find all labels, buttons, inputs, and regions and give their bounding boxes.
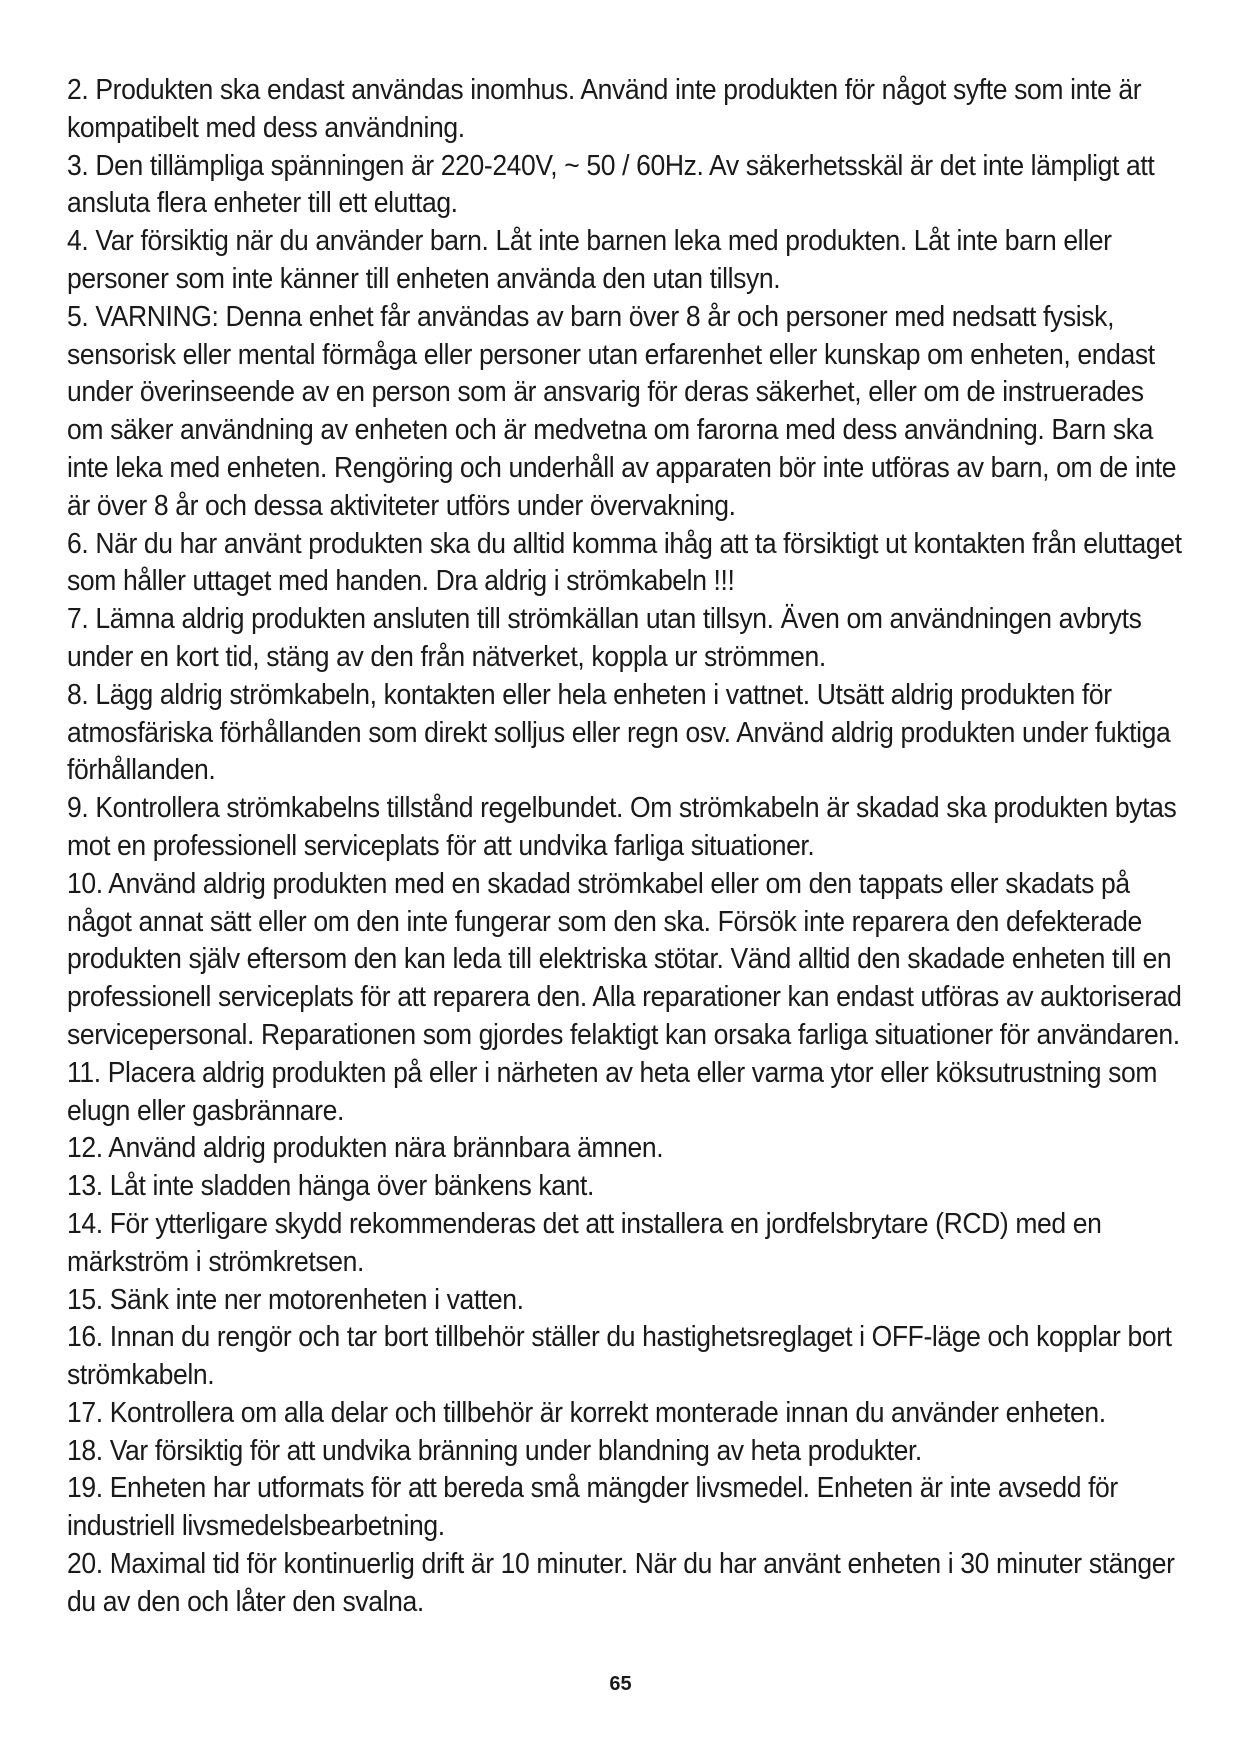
instruction-item-14: 14. För ytterligare skydd rekommenderas det att installera en jordfelsbrytare (RCD) med en märkström i strömkretsen.: [67, 1207, 1102, 1278]
instruction-item-19: 19. Enheten har utformats för att bereda små mängder livsmedel. Enheten är inte avsedd för industriell livsmedelsbearbetning.: [67, 1472, 1118, 1543]
instruction-item-3: 3. Den tillämpliga spänningen är 220-240V, ~ 50 / 60Hz. Av säkerhetsskäl är det inte lämpligt att ansluta flera enheter till ett eluttag.: [67, 149, 1155, 220]
instruction-item-16: 16. Innan du rengör och tar bort tillbehör ställer du hastighetsreglaget i OFF-läge och kopplar bort strömkabeln.: [67, 1321, 1172, 1392]
instruction-item-9: 9. Kontrollera strömkabelns tillstånd regelbundet. Om strömkabeln är skadad ska produkten bytas mot en professionell serviceplats för att undvika farliga situationer.: [67, 792, 1177, 862]
instruction-item-17: 17. Kontrollera om alla delar och tillbehör är korrekt monterade innan du använder enheten.: [67, 1396, 1106, 1429]
instruction-item-4: 4. Var försiktig när du använder barn. Låt inte barnen leka med produkten. Låt inte barn eller personer som inte känner till enheten använda den utan tillsyn.: [67, 225, 1112, 295]
instruction-item-8: 8. Lägg aldrig strömkabeln, kontakten eller hela enheten i vattnet. Utsätt aldrig produkten för atmosfäriska förhållanden som direkt solljus eller regn osv. Använd aldrig produkten under fuktiga förhållanden.: [67, 678, 1171, 787]
instruction-item-15: 15. Sänk inte ner motorenheten i vatten.: [67, 1283, 524, 1316]
instruction-list: [67, 72, 1182, 1622]
page-number: 65: [609, 1673, 632, 1695]
instruction-item-6: 6. När du har använt produkten ska du alltid komma ihåg att ta försiktigt ut kontakten från eluttaget som håller uttaget med handen. Dra aldrig i strömkabeln !!!: [67, 527, 1182, 598]
instruction-item-18: 18. Var försiktig för att undvika bränning under blandning av heta produkter.: [67, 1434, 922, 1467]
instruction-item-2: 2. Produkten ska endast användas inomhus. Använd inte produkten för något syfte som inte är kompatibelt med dess användning.: [67, 74, 1142, 144]
instruction-item-5: 5. VARNING: Denna enhet får användas av barn över 8 år och personer med nedsatt fysisk, sensorisk eller mental förmåga eller personer utan erfarenhet eller kunskap om enheten, endast under överinseende av en person som är ansvarig för deras säkerhet, eller om de instruerades om säker användning av enheten och är medvetna om farorna med dess användning. Barn ska inte leka med enheten. Rengöring och underhåll av apparaten bör inte utföras av barn, om de inte är över 8 år och dessa aktiviteter utförs under övervakning.: [67, 300, 1177, 522]
instruction-item-7: 7. Lämna aldrig produkten ansluten till strömkällan utan tillsyn. Även om användningen avbryts under en kort tid, stäng av den från nätverket, koppla ur strömmen.: [67, 603, 1142, 673]
instruction-item-11: 11. Placera aldrig produkten på eller i närheten av heta eller varma ytor eller köksutrustning som elugn eller gasbrännare.: [67, 1056, 1158, 1127]
instruction-item-12: 12. Använd aldrig produkten nära brännbara ämnen.: [67, 1132, 664, 1165]
instruction-item-13: 13. Låt inte sladden hänga över bänkens kant.: [67, 1170, 595, 1203]
instruction-item-20: 20. Maximal tid för kontinuerlig drift är 10 minuter. När du har använt enheten i 30 minuter stänger du av den och låter den svalna.: [67, 1548, 1175, 1618]
instruction-item-10: 10. Använd aldrig produkten med en skadad strömkabel eller om den tappats eller skadats på något annat sätt eller om den inte fungerar som den ska. Försök inte reparera den defekterade produkten själv eftersom den kan leda till elektriska stötar. Vänd alltid den skadade enheten till en professionell serviceplats för att reparera den. Alla reparationer kan endast utföras av auktoriserad servicepersonal. Reparationen som gjordes felaktigt kan orsaka farliga situationer för användaren.: [67, 867, 1182, 1051]
